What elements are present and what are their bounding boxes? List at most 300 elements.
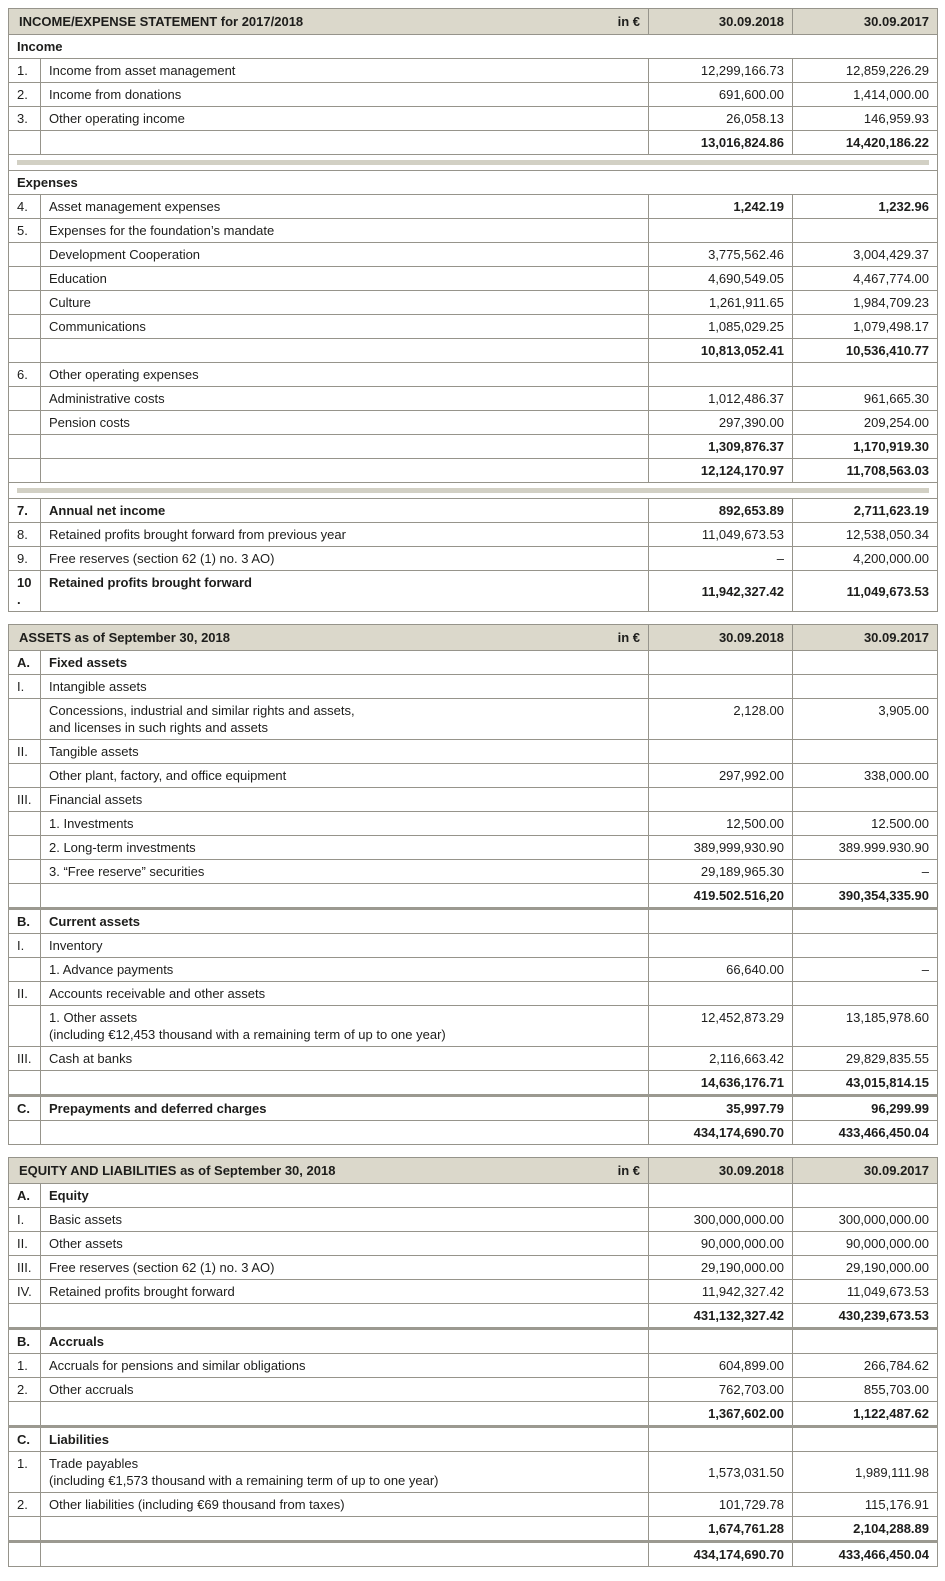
row-label: 1. Advance payments <box>41 958 649 982</box>
value-2018: 2,128.00 <box>649 699 793 740</box>
value-2017: 43,015,814.15 <box>793 1071 938 1096</box>
value-2018 <box>649 1184 793 1208</box>
table-row <box>9 523 938 547</box>
value-2017: 11,708,563.03 <box>793 459 938 483</box>
value-2017: 433,466,450.04 <box>793 1121 938 1145</box>
value-2017: 115,176.91 <box>793 1493 938 1517</box>
table-row <box>9 547 938 571</box>
row-number: 2. <box>9 1378 41 1402</box>
value-2017 <box>793 651 938 675</box>
row-label: Other plant, factory, and office equipment <box>41 764 649 788</box>
value-2017: 96,299.99 <box>793 1096 938 1121</box>
column-header-2017: 30.09.2017 <box>793 9 938 35</box>
value-2017: 390,354,335.90 <box>793 884 938 909</box>
value-2017: 338,000.00 <box>793 764 938 788</box>
row-number: 5. <box>9 219 41 243</box>
row-label <box>41 339 649 363</box>
row-label: Annual net income <box>41 499 649 523</box>
row-number: 10. <box>9 571 41 612</box>
table-header-row <box>9 625 938 651</box>
value-2017: 12,538,050.34 <box>793 523 938 547</box>
row-label: Retained profits brought forward <box>41 571 649 612</box>
value-2018: 431,132,327.42 <box>649 1304 793 1329</box>
table-row <box>9 571 938 612</box>
row-label <box>41 131 649 155</box>
table-row <box>9 1542 938 1567</box>
row-number: 1. <box>9 1452 41 1493</box>
value-2017: 266,784.62 <box>793 1354 938 1378</box>
table-row <box>9 909 938 934</box>
row-label: Equity <box>41 1184 649 1208</box>
table-header-cell <box>9 625 649 651</box>
value-2018: 35,997.79 <box>649 1096 793 1121</box>
value-2018: 691,600.00 <box>649 83 793 107</box>
row-label: Free reserves (section 62 (1) no. 3 AO) <box>41 1256 649 1280</box>
row-label: Inventory <box>41 934 649 958</box>
value-2018: – <box>649 547 793 571</box>
value-2018: 389,999,930.90 <box>649 836 793 860</box>
value-2017: 1,232.96 <box>793 195 938 219</box>
row-label: Culture <box>41 291 649 315</box>
row-number <box>9 131 41 155</box>
row-number: B. <box>9 1329 41 1354</box>
row-label: Pension costs <box>41 411 649 435</box>
value-2018: 29,190,000.00 <box>649 1256 793 1280</box>
table-title: INCOME/EXPENSE STATEMENT for 2017/2018 <box>19 14 304 29</box>
table-row <box>9 1354 938 1378</box>
value-2017 <box>793 934 938 958</box>
row-label <box>41 1517 649 1542</box>
table-row <box>9 339 938 363</box>
section-separator <box>9 155 938 171</box>
row-label: Administrative costs <box>41 387 649 411</box>
table-row <box>9 1047 938 1071</box>
value-2018: 101,729.78 <box>649 1493 793 1517</box>
row-number: 7. <box>9 499 41 523</box>
value-2018: 297,390.00 <box>649 411 793 435</box>
table-row <box>9 291 938 315</box>
section-separator-row <box>9 155 938 171</box>
row-label: Financial assets <box>41 788 649 812</box>
row-number <box>9 1542 41 1567</box>
table-row <box>9 982 938 1006</box>
value-2017 <box>793 909 938 934</box>
section-row <box>9 35 938 59</box>
value-2018: 10,813,052.41 <box>649 339 793 363</box>
row-number <box>9 315 41 339</box>
value-2018: 26,058.13 <box>649 107 793 131</box>
value-2018: 90,000,000.00 <box>649 1232 793 1256</box>
value-2017: 1,122,487.62 <box>793 1402 938 1427</box>
row-number <box>9 459 41 483</box>
column-header-2018: 30.09.2018 <box>649 625 793 651</box>
value-2017: 3,004,429.37 <box>793 243 938 267</box>
table-row <box>9 1256 938 1280</box>
table-row <box>9 1280 938 1304</box>
value-2017: 14,420,186.22 <box>793 131 938 155</box>
row-label: Retained profits brought forward <box>41 1280 649 1304</box>
value-2017: 1,989,111.98 <box>793 1452 938 1493</box>
table-row <box>9 812 938 836</box>
row-label: Accruals for pensions and similar obligations <box>41 1354 649 1378</box>
row-number: B. <box>9 909 41 934</box>
value-2018 <box>649 675 793 699</box>
row-label: 1. Investments <box>41 812 649 836</box>
value-2018: 434,174,690.70 <box>649 1121 793 1145</box>
row-label <box>41 435 649 459</box>
row-number: 3. <box>9 107 41 131</box>
table-row <box>9 1329 938 1354</box>
table-header-row <box>9 9 938 35</box>
value-2017: 11,049,673.53 <box>793 571 938 612</box>
value-2017 <box>793 982 938 1006</box>
row-number <box>9 1071 41 1096</box>
value-2018: 12,452,873.29 <box>649 1006 793 1047</box>
value-2018 <box>649 651 793 675</box>
table-row <box>9 1208 938 1232</box>
row-label: Expenses for the foundation’s mandate <box>41 219 649 243</box>
row-number: I. <box>9 675 41 699</box>
equity-liabilities-table <box>8 1157 938 1567</box>
value-2018 <box>649 1427 793 1452</box>
table-title: EQUITY AND LIABILITIES as of September 30, 2018 <box>19 1163 336 1178</box>
row-number <box>9 411 41 435</box>
table-row <box>9 435 938 459</box>
value-2017 <box>793 1184 938 1208</box>
unit-label: in € <box>617 630 641 645</box>
value-2018: 66,640.00 <box>649 958 793 982</box>
row-number: 9. <box>9 547 41 571</box>
row-label <box>41 1121 649 1145</box>
section-separator <box>9 483 938 499</box>
table-row <box>9 1402 938 1427</box>
value-2017: 1,984,709.23 <box>793 291 938 315</box>
equity-liabilities-body <box>9 1184 938 1567</box>
value-2017: 2,711,623.19 <box>793 499 938 523</box>
row-number: 4. <box>9 195 41 219</box>
column-header-2017: 30.09.2017 <box>793 1158 938 1184</box>
row-number <box>9 860 41 884</box>
separator-band <box>17 160 929 165</box>
row-label: Trade payables (including €1,573 thousand with a remaining term of up to one year) <box>41 1452 649 1493</box>
row-number: 6. <box>9 363 41 387</box>
row-number <box>9 836 41 860</box>
row-number: A. <box>9 1184 41 1208</box>
value-2018: 604,899.00 <box>649 1354 793 1378</box>
row-label: Asset management expenses <box>41 195 649 219</box>
value-2018: 11,942,327.42 <box>649 571 793 612</box>
value-2017: – <box>793 958 938 982</box>
row-label: Free reserves (section 62 (1) no. 3 AO) <box>41 547 649 571</box>
row-label <box>41 1304 649 1329</box>
table-row <box>9 1071 938 1096</box>
row-label: Intangible assets <box>41 675 649 699</box>
value-2018 <box>649 909 793 934</box>
table-row <box>9 1427 938 1452</box>
separator-band <box>17 488 929 493</box>
row-label: Education <box>41 267 649 291</box>
table-row <box>9 107 938 131</box>
value-2017: 13,185,978.60 <box>793 1006 938 1047</box>
value-2017: 10,536,410.77 <box>793 339 938 363</box>
value-2018: 1,085,029.25 <box>649 315 793 339</box>
row-label: Concessions, industrial and similar rights and assets, and licenses in such rights and assets <box>41 699 649 740</box>
table-row <box>9 459 938 483</box>
row-number <box>9 435 41 459</box>
section-separator-row <box>9 483 938 499</box>
row-number <box>9 764 41 788</box>
table-row <box>9 219 938 243</box>
value-2018 <box>649 363 793 387</box>
row-number <box>9 1121 41 1145</box>
row-number: 1. <box>9 1354 41 1378</box>
value-2018: 2,116,663.42 <box>649 1047 793 1071</box>
row-number: III. <box>9 1256 41 1280</box>
value-2017: 2,104,288.89 <box>793 1517 938 1542</box>
row-number: 2. <box>9 83 41 107</box>
value-2018: 434,174,690.70 <box>649 1542 793 1567</box>
row-label <box>41 1402 649 1427</box>
table-row <box>9 740 938 764</box>
table-row <box>9 363 938 387</box>
row-label: Tangible assets <box>41 740 649 764</box>
row-label: 3. “Free reserve” securities <box>41 860 649 884</box>
unit-label: in € <box>617 1163 640 1178</box>
value-2017 <box>793 675 938 699</box>
section-label: Expenses <box>9 171 938 195</box>
table-row <box>9 243 938 267</box>
value-2018 <box>649 740 793 764</box>
row-number <box>9 699 41 740</box>
row-number: A. <box>9 651 41 675</box>
table-row <box>9 1493 938 1517</box>
value-2017: 300,000,000.00 <box>793 1208 938 1232</box>
unit-label: in € <box>617 14 640 29</box>
value-2018: 12,299,166.73 <box>649 59 793 83</box>
row-number: II. <box>9 740 41 764</box>
table-row <box>9 958 938 982</box>
table-row <box>9 195 938 219</box>
row-label: Other operating income <box>41 107 649 131</box>
row-number <box>9 1402 41 1427</box>
value-2017 <box>793 219 938 243</box>
value-2018: 762,703.00 <box>649 1378 793 1402</box>
value-2017: – <box>793 860 938 884</box>
row-number: 2. <box>9 1493 41 1517</box>
value-2018: 12,124,170.97 <box>649 459 793 483</box>
row-number <box>9 267 41 291</box>
value-2017: 961,665.30 <box>793 387 938 411</box>
row-label: Cash at banks <box>41 1047 649 1071</box>
table-row <box>9 1232 938 1256</box>
table-row <box>9 788 938 812</box>
table-row <box>9 934 938 958</box>
value-2017: 12.500.00 <box>793 812 938 836</box>
row-label: Prepayments and deferred charges <box>41 1096 649 1121</box>
table-row <box>9 315 938 339</box>
row-label: Fixed assets <box>41 651 649 675</box>
table-row <box>9 884 938 909</box>
table-row <box>9 1378 938 1402</box>
value-2017 <box>793 1427 938 1452</box>
table-row <box>9 860 938 884</box>
row-number: I. <box>9 1208 41 1232</box>
row-label <box>41 1542 649 1567</box>
value-2018: 3,775,562.46 <box>649 243 793 267</box>
row-label: Income from asset management <box>41 59 649 83</box>
income-expense-body <box>9 35 938 612</box>
row-number: 1. <box>9 59 41 83</box>
income-expense-table <box>8 8 938 612</box>
value-2018: 1,367,602.00 <box>649 1402 793 1427</box>
row-label: Other operating expenses <box>41 363 649 387</box>
value-2018 <box>649 934 793 958</box>
value-2017: 90,000,000.00 <box>793 1232 938 1256</box>
row-number: I. <box>9 934 41 958</box>
value-2018: 11,942,327.42 <box>649 1280 793 1304</box>
table-row <box>9 1006 938 1047</box>
table-row <box>9 764 938 788</box>
value-2017 <box>793 363 938 387</box>
row-number: III. <box>9 788 41 812</box>
value-2018: 12,500.00 <box>649 812 793 836</box>
table-row <box>9 131 938 155</box>
value-2018: 13,016,824.86 <box>649 131 793 155</box>
row-number <box>9 291 41 315</box>
table-row <box>9 1304 938 1329</box>
value-2017 <box>793 740 938 764</box>
row-number: II. <box>9 1232 41 1256</box>
table-row <box>9 1121 938 1145</box>
value-2018: 1,261,911.65 <box>649 291 793 315</box>
row-number <box>9 243 41 267</box>
value-2017: 29,190,000.00 <box>793 1256 938 1280</box>
value-2018 <box>649 219 793 243</box>
value-2018: 1,573,031.50 <box>649 1452 793 1493</box>
row-label: Other liabilities (including €69 thousand from taxes) <box>41 1493 649 1517</box>
row-label: Current assets <box>41 909 649 934</box>
value-2017: 11,049,673.53 <box>793 1280 938 1304</box>
table-row <box>9 699 938 740</box>
table-row <box>9 675 938 699</box>
value-2017: 1,079,498.17 <box>793 315 938 339</box>
table-row <box>9 83 938 107</box>
row-number <box>9 339 41 363</box>
row-number: C. <box>9 1096 41 1121</box>
row-number <box>9 812 41 836</box>
assets-table <box>8 624 938 1145</box>
section-row <box>9 171 938 195</box>
table-row <box>9 836 938 860</box>
value-2017: 433,466,450.04 <box>793 1542 938 1567</box>
value-2018: 14,636,176.71 <box>649 1071 793 1096</box>
row-number <box>9 387 41 411</box>
row-label <box>41 884 649 909</box>
table-row <box>9 1452 938 1493</box>
column-header-2017: 30.09.2017 <box>793 625 938 651</box>
row-label: 2. Long-term investments <box>41 836 649 860</box>
row-label <box>41 1071 649 1096</box>
row-label: Retained profits brought forward from previous year <box>41 523 649 547</box>
value-2018: 4,690,549.05 <box>649 267 793 291</box>
table-row <box>9 387 938 411</box>
row-label: Communications <box>41 315 649 339</box>
row-number: IV. <box>9 1280 41 1304</box>
value-2017: 1,170,919.30 <box>793 435 938 459</box>
row-label: Income from donations <box>41 83 649 107</box>
table-header-cell <box>9 9 649 35</box>
value-2018: 1,309,876.37 <box>649 435 793 459</box>
value-2017: 12,859,226.29 <box>793 59 938 83</box>
row-number <box>9 1517 41 1542</box>
value-2017: 3,905.00 <box>793 699 938 740</box>
value-2017: 430,239,673.53 <box>793 1304 938 1329</box>
row-label: Liabilities <box>41 1427 649 1452</box>
table-header-row <box>9 1158 938 1184</box>
section-label: Income <box>9 35 938 59</box>
value-2018: 1,674,761.28 <box>649 1517 793 1542</box>
row-label: Other assets <box>41 1232 649 1256</box>
row-number <box>9 1006 41 1047</box>
table-row <box>9 1096 938 1121</box>
value-2018: 1,012,486.37 <box>649 387 793 411</box>
row-number: C. <box>9 1427 41 1452</box>
value-2018: 300,000,000.00 <box>649 1208 793 1232</box>
value-2018: 297,992.00 <box>649 764 793 788</box>
table-row <box>9 1184 938 1208</box>
value-2017: 4,200,000.00 <box>793 547 938 571</box>
table-header-cell <box>9 1158 649 1184</box>
row-number <box>9 1304 41 1329</box>
table-row <box>9 1517 938 1542</box>
column-header-2018: 30.09.2018 <box>649 1158 793 1184</box>
row-label <box>41 459 649 483</box>
value-2018: 1,242.19 <box>649 195 793 219</box>
column-header-2018: 30.09.2018 <box>649 9 793 35</box>
row-label: 1. Other assets (including €12,453 thousand with a remaining term of up to one year) <box>41 1006 649 1047</box>
value-2017: 29,829,835.55 <box>793 1047 938 1071</box>
assets-body <box>9 651 938 1145</box>
table-title: ASSETS as of September 30, 2018 <box>19 630 230 645</box>
table-row <box>9 411 938 435</box>
value-2018 <box>649 1329 793 1354</box>
row-label: Accruals <box>41 1329 649 1354</box>
value-2017: 146,959.93 <box>793 107 938 131</box>
row-number <box>9 958 41 982</box>
value-2018 <box>649 982 793 1006</box>
table-row <box>9 499 938 523</box>
row-number <box>9 884 41 909</box>
value-2017: 855,703.00 <box>793 1378 938 1402</box>
value-2017: 209,254.00 <box>793 411 938 435</box>
row-number: II. <box>9 982 41 1006</box>
value-2018: 892,653.89 <box>649 499 793 523</box>
row-label: Accounts receivable and other assets <box>41 982 649 1006</box>
value-2017 <box>793 1329 938 1354</box>
row-label: Other accruals <box>41 1378 649 1402</box>
table-row <box>9 651 938 675</box>
value-2017: 1,414,000.00 <box>793 83 938 107</box>
value-2017: 389.999.930.90 <box>793 836 938 860</box>
row-number: III. <box>9 1047 41 1071</box>
value-2017 <box>793 788 938 812</box>
value-2018: 29,189,965.30 <box>649 860 793 884</box>
value-2017: 4,467,774.00 <box>793 267 938 291</box>
value-2018: 419.502.516,20 <box>649 884 793 909</box>
row-number: 8. <box>9 523 41 547</box>
row-label: Basic assets <box>41 1208 649 1232</box>
table-row <box>9 267 938 291</box>
